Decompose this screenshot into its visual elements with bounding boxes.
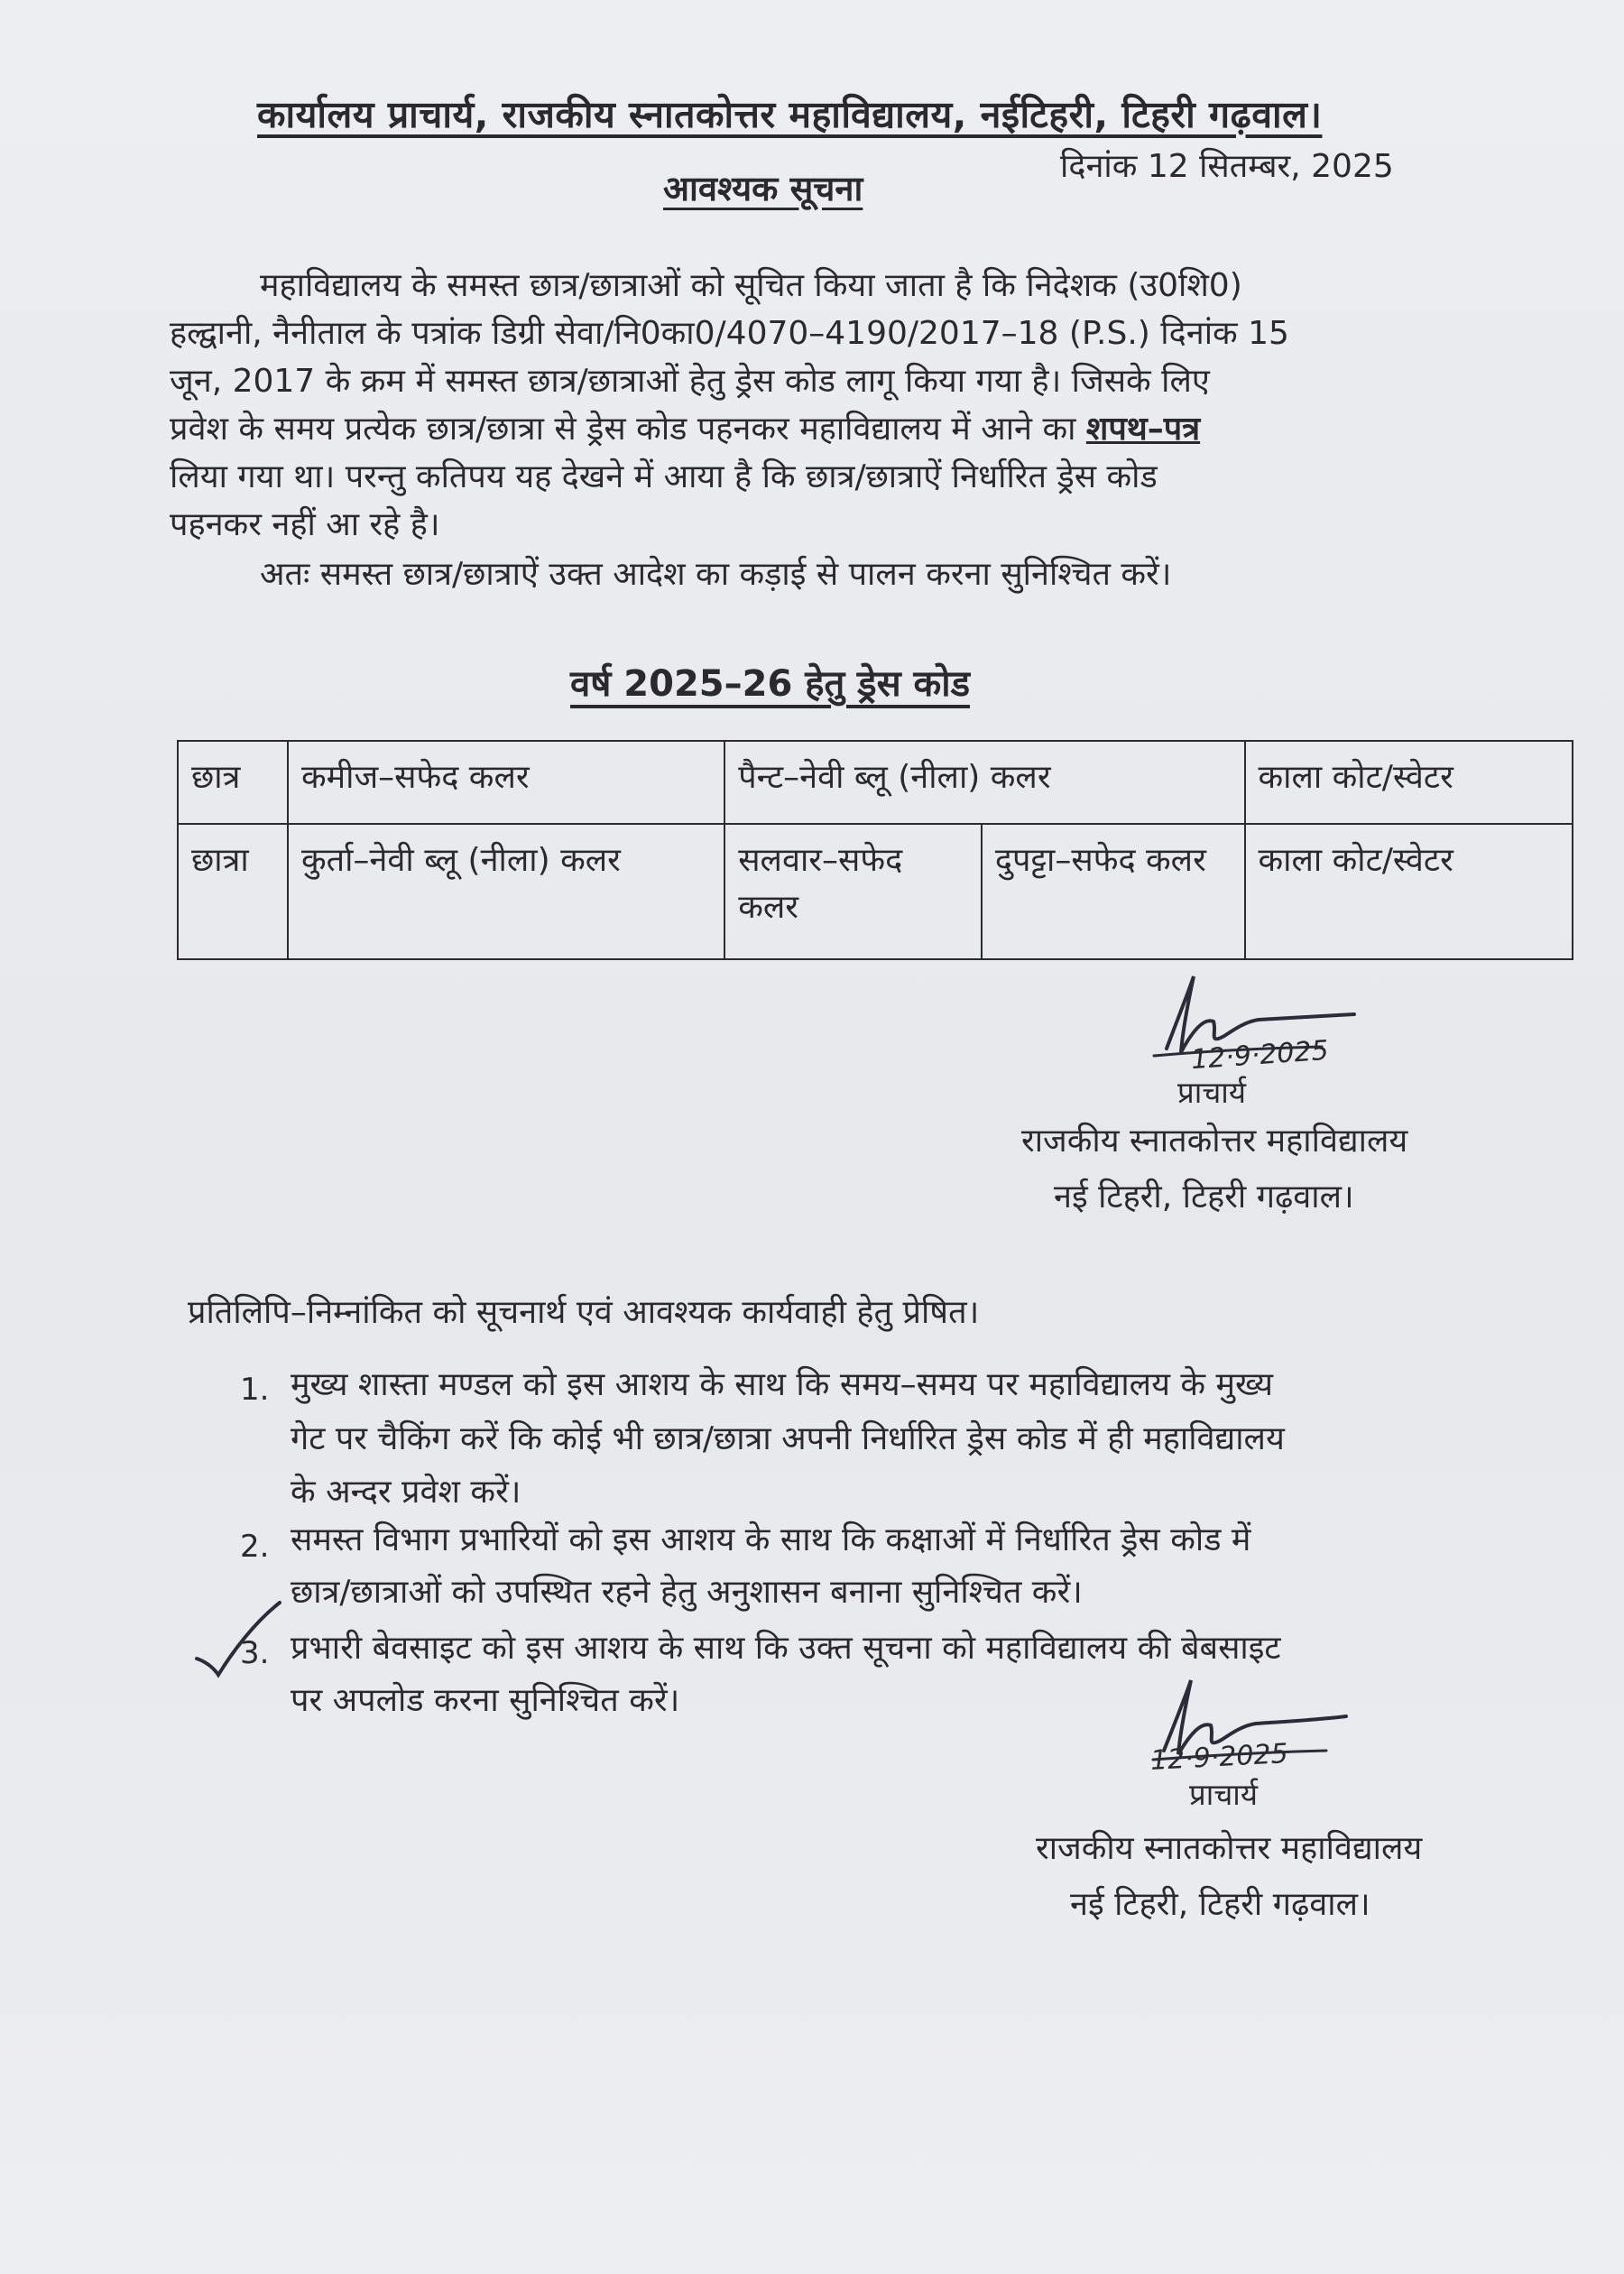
body-line-2: हल्द्वानी, नैनीताल के पत्रांक डिग्री सेवा/नि0का0/4070–4190/2017–18 (P.S.) दिनांक 15 xyxy=(170,315,1289,352)
notice-subtitle: आवश्यक सूचना xyxy=(663,169,863,208)
body-line-4 xyxy=(170,405,1200,449)
signature-2-designation: प्राचार्य xyxy=(1189,1777,1258,1812)
signature-2-office-line1: राजकीय स्नातकोत्तर महाविद्यालय xyxy=(1036,1830,1423,1867)
signature-2-office-line2: नई टिहरी, टिहरी गढ़वाल। xyxy=(1070,1886,1370,1923)
body-line-1: महाविद्यालय के समस्त छात्र/छात्राओं को सूचित किया जाता है कि निदेशक (उ0शि0) xyxy=(260,267,1242,304)
copy-item-1-number: 1. xyxy=(240,1372,270,1408)
dress-code-title: वर्ष 2025–26 हेतु ड्रेस कोड xyxy=(570,663,971,705)
cell-extra: दुपट्टा–सफेद कलर xyxy=(982,824,1245,959)
signature-2-date: 12·9·2025 xyxy=(1149,1738,1289,1777)
cell-top: कुर्ता–नेवी ब्लू (नीला) कलर xyxy=(288,824,724,959)
copy-item-1-line-2: गेट पर चैकिंग करें कि कोई भी छात्र/छात्रा अपनी निर्धारित ड्रेस कोड में ही महाविद्यालय xyxy=(291,1420,1285,1457)
copy-item-3-line-1: प्रभारी बेवसाइट को इस आशय के साथ कि उक्त सूचना को महाविद्यालय की बेबसाइट xyxy=(291,1630,1281,1667)
signature-1-date: 12·9·2025 xyxy=(1189,1034,1330,1077)
copy-item-1-line-1: मुख्य शास्ता मण्डल को इस आशय के साथ कि समय–समय पर महाविद्यालय के मुख्य xyxy=(291,1366,1273,1403)
copy-item-2-line-2: छात्र/छात्राओं को उपस्थित रहने हेतु अनुशासन बनाना सुनिश्चित करें। xyxy=(291,1574,1083,1611)
copy-to-intro: प्रतिलिपि–निम्नांकित को सूचनार्थ एवं आवश्यक कार्यवाही हेतु प्रेषित। xyxy=(188,1294,980,1331)
cell-who: छात्रा xyxy=(178,824,288,959)
body-line-7: अतः समस्त छात्र/छात्राऐं उक्त आदेश का कड़ाई से पालन करना सुनिश्चित करें। xyxy=(260,556,1172,593)
copy-item-1-line-3: के अन्दर प्रवेश करें। xyxy=(291,1474,521,1511)
checkmark-icon xyxy=(189,1597,289,1678)
copy-item-3-number: 3. xyxy=(240,1635,270,1671)
body-line-6: पहनकर नहीं आ रहे है। xyxy=(170,506,440,543)
notice-date: दिनांक 12 सितम्बर, 2025 xyxy=(1060,148,1394,185)
affidavit-emphasis: शपथ–पत्र xyxy=(1085,411,1201,448)
office-heading: कार्यालय प्राचार्य, राजकीय स्नातकोत्तर महाविद्यालय, नईटिहरी, टिहरी गढ़वाल। xyxy=(257,93,1323,136)
signature-1-office-line1: राजकीय स्नातकोत्तर महाविद्यालय xyxy=(1021,1123,1408,1160)
signature-1-designation: प्राचार्य xyxy=(1177,1075,1246,1110)
copy-item-2-line-1: समस्त विभाग प्रभारियों को इस आशय के साथ कि कक्षाओं में निर्धारित ड्रेस कोड में xyxy=(291,1521,1251,1558)
table-row-boys xyxy=(178,741,1573,824)
body-line-5: लिया गया था। परन्तु कतिपय यह देखने में आया है कि छात्र/छात्राऐं निर्धारित ड्रेस कोड xyxy=(170,458,1158,495)
body-line-4-text: प्रवेश के समय प्रत्येक छात्र/छात्रा से ड्रेस कोड पहनकर महाविद्यालय में आने का xyxy=(170,411,1076,448)
cell-outer: काला कोट/स्वेटर xyxy=(1245,824,1573,959)
cell-outer: काला कोट/स्वेटर xyxy=(1245,741,1573,824)
cell-bottom: पैन्ट–नेवी ब्लू (नीला) कलर xyxy=(724,741,1244,824)
table-row-girls xyxy=(178,824,1573,959)
cell-bottom: सलवार–सफेद कलर xyxy=(724,824,982,959)
dress-code-table xyxy=(177,740,1573,960)
cell-who: छात्र xyxy=(178,741,288,824)
copy-item-3-line-2: पर अपलोड करना सुनिश्चित करें। xyxy=(291,1682,680,1719)
signature-1-office-line2: नई टिहरी, टिहरी गढ़वाल। xyxy=(1054,1179,1354,1216)
cell-top: कमीज–सफेद कलर xyxy=(288,741,724,824)
body-line-3: जून, 2017 के क्रम में समस्त छात्र/छात्राओं हेतु ड्रेस कोड लागू किया गया है। जिसके लिए xyxy=(170,363,1210,400)
copy-item-2-number: 2. xyxy=(240,1529,270,1565)
